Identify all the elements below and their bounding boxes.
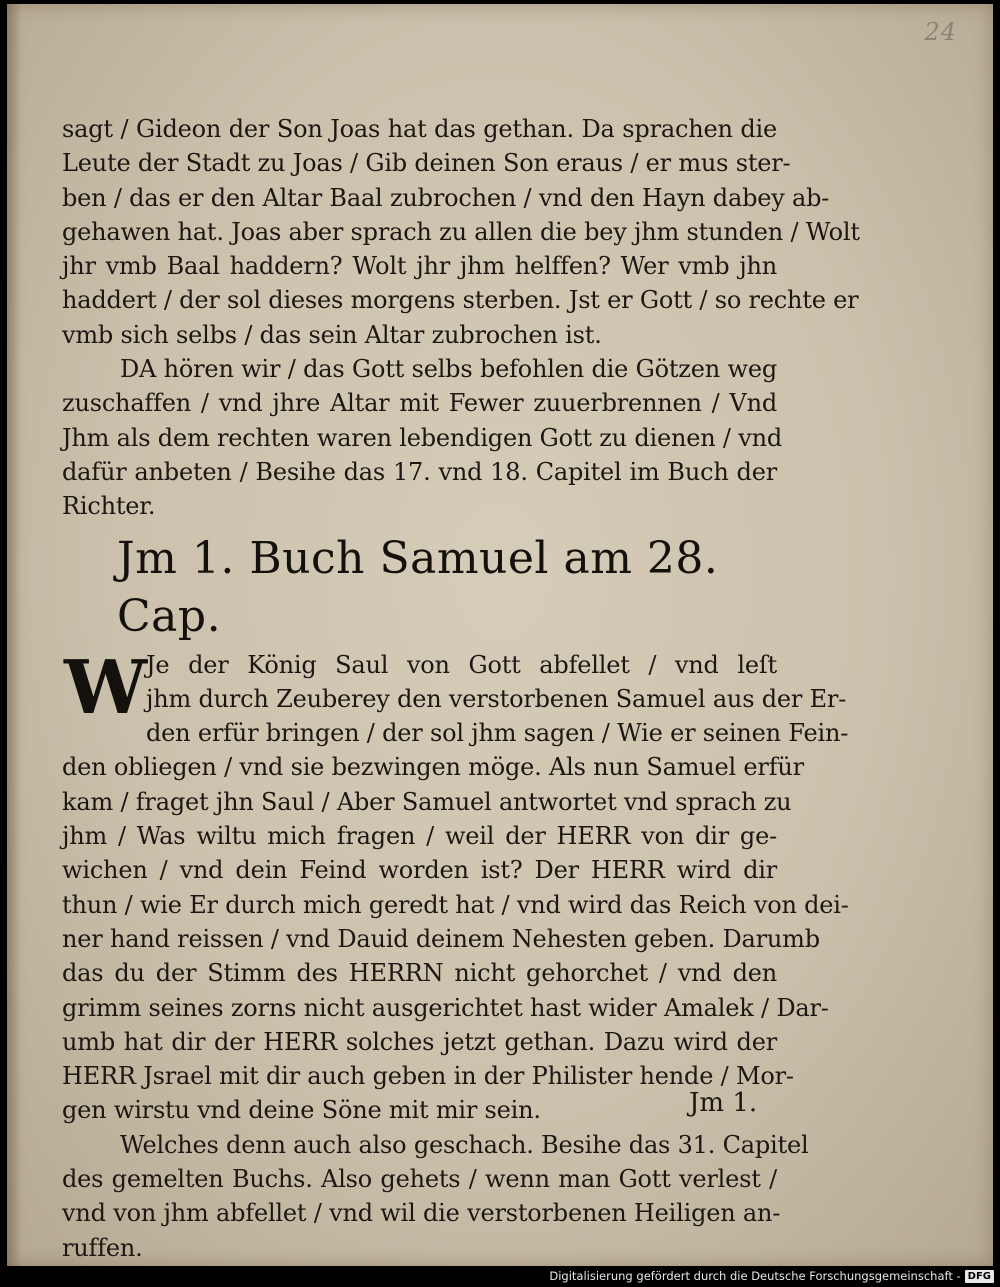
catchword: Jm 1. — [689, 1088, 758, 1118]
paragraph-4 — [62, 1128, 809, 1265]
credit-text: Digitalisierung gefördert durch die Deutsche Forschungsgemeinschaft - — [549, 1269, 961, 1283]
text-line: grimm seines zorns nicht ausgerichtet hast wider Amalek / Dar- — [62, 993, 829, 1022]
text-line: jhm durch Zeuberey den verstorbenen Samuel aus der Er- — [146, 684, 847, 713]
text-line: HERR Jsrael mit dir auch geben in der Philister hende / Mor- — [62, 1062, 794, 1091]
text-line: ner hand reissen / vnd Dauid deinem Nehesten geben. Darumb — [62, 924, 820, 953]
text-line: jhm / Was wiltu mich fragen / weil der HERR von dir ge- — [62, 822, 777, 851]
text-line: ruffen. — [62, 1233, 143, 1262]
text-line: dafür anbeten / Besihe das 17. vnd 18. Capitel im Buch der — [62, 457, 777, 486]
text-line: jhr vmb Baal haddern? Wolt jhr jhm helffen? Wer vmb jhn — [62, 252, 777, 281]
text-line: vnd von jhm abfellet / vnd wil die verstorbenen Heiligen an- — [62, 1199, 781, 1228]
text-line: sagt / Gideon der Son Joas hat das gethan. Da sprachen die — [62, 115, 777, 143]
text-line: Jhm als dem rechten waren lebendigen Gott zu dienen / vnd — [62, 423, 783, 452]
text-line: ben / das er den Altar Baal zubrochen / vnd den Hayn dabey ab- — [62, 183, 830, 212]
text-line: haddert / der sol dieses morgens sterben. Jst er Gott / so rechte er — [62, 286, 859, 315]
text-line: Je der König Saul von Gott abfellet / vnd leſt — [146, 650, 777, 679]
text-line: des gemelten Buchs. Also gehets / wenn man Gott verlest / — [62, 1165, 777, 1194]
text-line: zuschaffen / vnd jhre Altar mit Fewer zuuerbrennen / Vnd — [62, 389, 777, 418]
digitization-credit — [549, 1268, 994, 1284]
folio-number: 24 — [924, 18, 957, 46]
text-line: den erfür bringen / der sol jhm sagen / Wie er seinen Fein- — [146, 719, 849, 748]
paragraph-1 — [62, 112, 860, 352]
text-line: das du der Stimm des HERRN nicht gehorchet / vnd den — [62, 959, 777, 988]
text-line: Richter. — [62, 492, 156, 521]
drop-cap: W — [64, 644, 148, 731]
paragraph-3 — [62, 644, 849, 1128]
dfg-logo-icon: DFG — [965, 1270, 994, 1283]
paragraph-2 — [62, 352, 783, 523]
text-line: thun / wie Er durch mich geredt hat / vnd wird das Reich von dei- — [62, 890, 849, 919]
text-line: gehawen hat. Joas aber sprach zu allen die bey jhm stunden / Wolt — [62, 217, 860, 246]
section-heading: Jm 1. Buch Samuel am 28. Cap. — [117, 532, 719, 642]
text-line: vmb sich selbs / das sein Altar zubrochen ist. — [62, 320, 602, 349]
text-line: kam / fraget jhn Saul / Aber Samuel antwortet vnd sprach zu — [62, 787, 792, 816]
text-block — [62, 112, 860, 1265]
text-line: Leute der Stadt zu Joas / Gib deinen Son eraus / er mus ster- — [62, 149, 791, 178]
text-line: den obliegen / vnd sie bezwingen möge. Als nun Samuel erfür — [62, 753, 804, 782]
text-line: Welches denn auch also geschach. Besihe das 31. Capitel — [120, 1130, 809, 1159]
text-line: wichen / vnd dein Feind worden ist? Der HERR wird dir — [62, 856, 777, 885]
text-line: DA hören wir / das Gott selbs befohlen die Götzen weg — [120, 355, 777, 384]
text-line: umb hat dir der HERR solches jetzt gethan. Dazu wird der — [62, 1027, 777, 1056]
scanned-page — [7, 4, 993, 1266]
text-line: gen wirstu vnd deine Söne mit mir sein. — [62, 1096, 541, 1125]
